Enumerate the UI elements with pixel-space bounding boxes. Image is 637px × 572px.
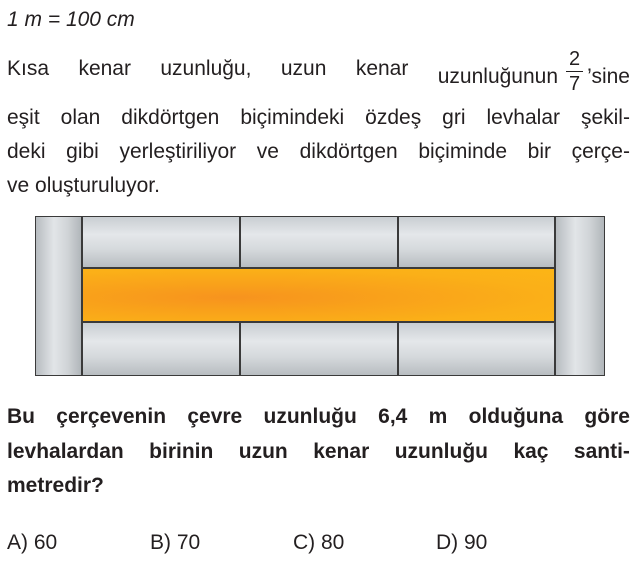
plate-bottom-2 — [240, 322, 398, 376]
word: kenar — [355, 57, 409, 80]
word: santi- — [573, 440, 630, 463]
word: biçimindeki — [240, 106, 345, 129]
word: birinin — [149, 440, 214, 463]
question-text-line-1 — [7, 48, 630, 95]
word: göre — [584, 405, 630, 428]
word: uzunluğu, — [160, 57, 252, 80]
fraction-denominator: 7 — [569, 73, 581, 95]
word: çevre — [187, 405, 243, 428]
word: özdeş — [365, 106, 422, 129]
option-b[interactable]: B) 70 — [150, 531, 201, 554]
word: uzun — [238, 440, 288, 463]
word: bir — [527, 140, 551, 163]
word: uzunluğunun — [437, 64, 559, 88]
word: Bu — [7, 405, 35, 428]
plate-top-3 — [398, 216, 555, 268]
question-bold-line-3: metredir? — [7, 474, 104, 497]
option-a[interactable]: A) 60 — [7, 531, 58, 554]
word: çerçevenin — [56, 405, 167, 428]
inner-orange-region — [82, 268, 555, 322]
fraction-suffix: ’sine — [587, 64, 630, 88]
word: yerleştiriliyor — [119, 140, 237, 163]
word: dikdörtgen — [299, 140, 398, 163]
question-bold-line-1 — [7, 405, 630, 429]
word: Kısa — [7, 57, 50, 80]
word: m — [428, 405, 448, 428]
frame-figure — [35, 216, 605, 376]
option-d[interactable]: D) 90 — [436, 531, 488, 554]
unit-conversion-formula: 1 m = 100 cm — [7, 8, 135, 31]
word: kaç — [513, 440, 549, 463]
word: deki — [7, 140, 46, 163]
word: gri — [442, 106, 466, 129]
word: ve — [256, 140, 279, 163]
question-bold-line-2 — [7, 440, 630, 464]
word: uzunluğu — [394, 440, 488, 463]
word: kenar — [78, 57, 131, 80]
fraction-group — [438, 48, 630, 95]
plate-bottom-1 — [82, 322, 240, 376]
word: uzun — [280, 57, 327, 80]
question-text-line-3 — [7, 140, 630, 164]
plate-top-1 — [82, 216, 240, 268]
word: şekil- — [580, 106, 630, 129]
option-c[interactable]: C) 80 — [293, 531, 345, 554]
plate-top-2 — [240, 216, 398, 268]
word: eşit — [7, 106, 40, 129]
word: biçiminde — [418, 140, 508, 163]
word: 6,4 — [378, 405, 408, 428]
word: dikdörtgen — [121, 106, 220, 129]
word: levhalardan — [7, 440, 124, 463]
word: levhalar — [486, 106, 560, 129]
plate-right-vertical — [555, 216, 605, 376]
fraction-numerator: 2 — [566, 48, 583, 72]
word: çerçe- — [571, 140, 630, 163]
word: olan — [60, 106, 101, 129]
word: gibi — [66, 140, 99, 163]
word: kenar — [313, 440, 370, 463]
question-text-line-4: ve oluşturuluyor. — [7, 174, 160, 197]
question-text-line-2 — [7, 106, 630, 130]
word: uzunluğu — [263, 405, 357, 428]
fraction — [566, 48, 583, 95]
word: olduğuna — [468, 405, 564, 428]
plate-left-vertical — [35, 216, 82, 376]
plate-bottom-3 — [398, 322, 555, 376]
